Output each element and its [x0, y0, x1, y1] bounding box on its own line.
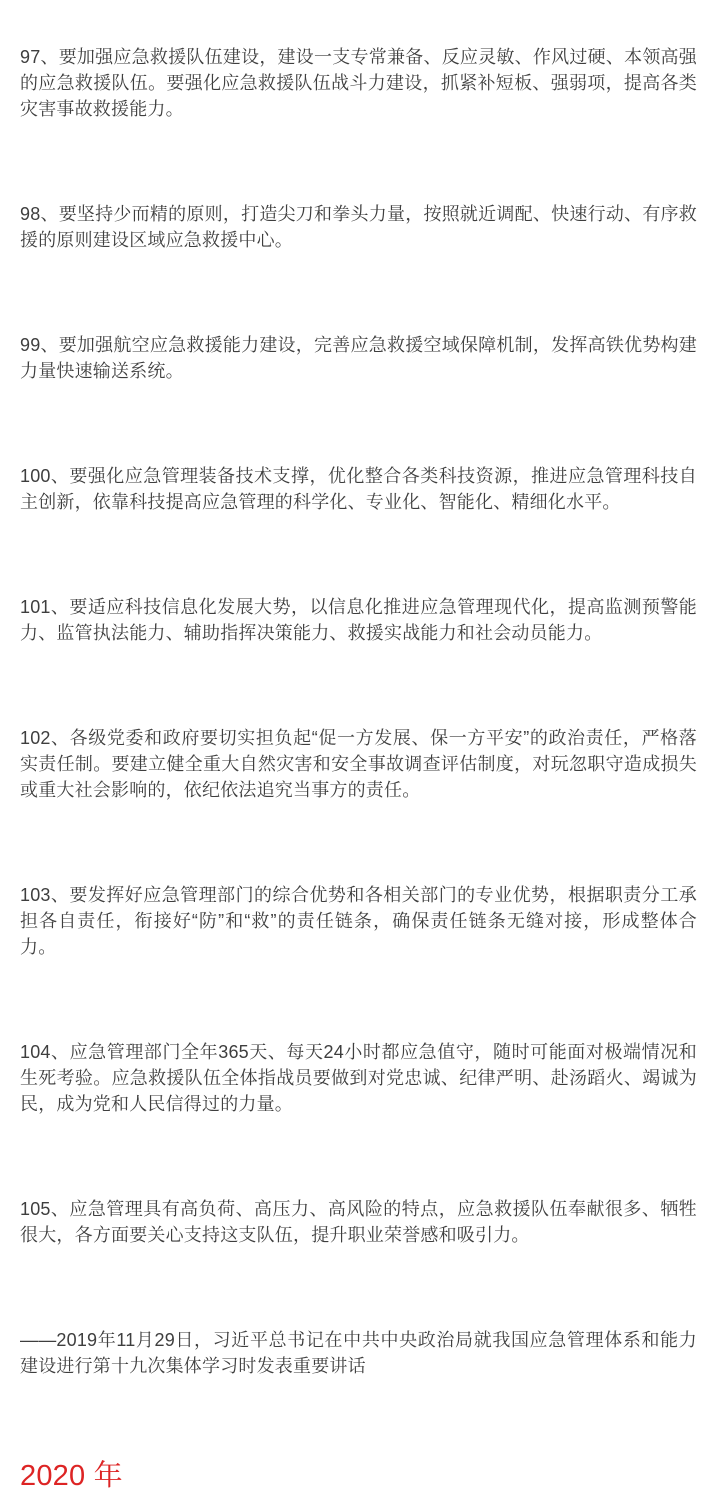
- quote-paragraph-101: 101、要适应科技信息化发展大势，以信息化推进应急管理现代化，提高监测预警能力、监管执法能力、辅助指挥决策能力、救援实战能力和社会动员能力。: [20, 597, 697, 643]
- quote-paragraph-98: 98、要坚持少而精的原则，打造尖刀和拳头力量，按照就近调配、快速行动、有序救援的原则建设区域应急救援中心。: [20, 204, 697, 250]
- quote-paragraph-103: 103、要发挥好应急管理部门的综合优势和各相关部门的专业优势，根据职责分工承担各自责任，衔接好“防”和“救”的责任链条，确保责任链条无缝对接，形成整体合力。: [20, 885, 697, 957]
- quote-paragraph-102: 102、各级党委和政府要切实担负起“促一方发展、保一方平安”的政治责任，严格落实责任制。要建立健全重大自然灾害和安全事故调查评估制度，对玩忽职守造成损失或重大社会影响的，依纪依法追究当事方的责任。: [20, 728, 697, 800]
- quote-paragraph-97: 97、要加强应急救援队伍建设，建设一支专常兼备、反应灵敏、作风过硬、本领高强的应急救援队伍。要强化应急救援队伍战斗力建设，抓紧补短板、强弱项，提高各类灾害事故救援能力。: [20, 47, 697, 119]
- quote-paragraph-99: 99、要加强航空应急救援能力建设，完善应急救援空域保障机制，发挥高铁优势构建力量快速输送系统。: [20, 335, 697, 381]
- quote-paragraph-100: 100、要强化应急管理装备技术支撑，优化整合各类科技资源，推进应急管理科技自主创新，依靠科技提高应急管理的科学化、专业化、智能化、精细化水平。: [20, 466, 697, 512]
- quote-paragraph-104: 104、应急管理部门全年365天、每天24小时都应急值守，随时可能面对极端情况和生死考验。应急救援队伍全体指战员要做到对党忠诚、纪律严明、赴汤蹈火、竭诚为民，成为党和人民信得过的力量。: [20, 1042, 697, 1114]
- quote-paragraph-105: 105、应急管理具有高负荷、高压力、高风险的特点，应急救援队伍奉献很多、牺牲很大，各方面要关心支持这支队伍，提升职业荣誉感和吸引力。: [20, 1199, 697, 1245]
- attribution-line: ——2019年11月29日，习近平总书记在中共中央政治局就我国应急管理体系和能力建设进行第十九次集体学习时发表重要讲话: [20, 1330, 697, 1376]
- year-heading: 2020 年: [20, 1460, 123, 1492]
